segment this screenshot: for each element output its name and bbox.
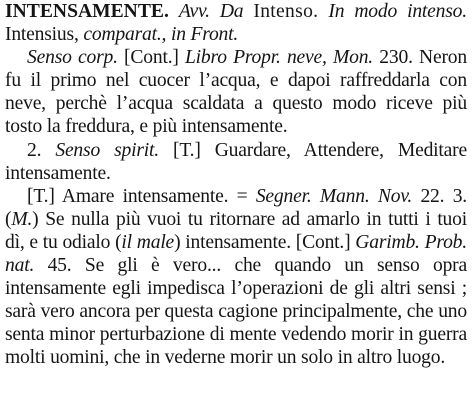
headword: INTENSAMENTE. <box>5 1 169 22</box>
sense-label: Senso spirit. <box>55 139 159 161</box>
sense-intro: [T.] Amare intensamente. = <box>27 185 256 207</box>
entry-paragraph-4 <box>5 185 467 370</box>
derivation-label: Da <box>219 1 244 22</box>
entry-paragraph-3 <box>5 139 467 185</box>
sense-number: 2. <box>27 139 42 161</box>
citation-text: 230. Neron fu il primo nel cuocer l’acqua, e dapoi raffreddarla con neve, perchè l’acqua scaldata a questo modo riceve più tosto la freddura, e più intensamente. <box>5 47 467 138</box>
citation-source: Garimb. Prob. nat. <box>5 231 467 277</box>
latin-note: comparat., in Front. <box>83 24 239 46</box>
sense-label: Senso corp. <box>27 47 118 69</box>
citation-tag: [Cont.] <box>117 47 185 69</box>
citation-source: Libro Propr. neve, Mon. <box>184 47 374 69</box>
citation-text: ) intensamente. [Cont.] <box>174 231 356 253</box>
citation-marker: M. <box>11 208 33 230</box>
citation-text: ) Se nulla più vuoi tu ritornare ad amarlo in tutti i tuoi dì, e tu odialo ( <box>5 208 467 253</box>
entry-paragraph-1 <box>5 0 467 46</box>
gloss: il male <box>121 231 175 253</box>
part-of-speech: Avv. <box>178 1 210 22</box>
dictionary-entry <box>5 0 467 370</box>
citation-source: Segner. Mann. Nov. <box>255 185 413 207</box>
citation-reference: 22. 3. ( <box>5 185 467 230</box>
sense-text: [T.] Guardare, Attendere, Meditare intensamente. <box>5 139 467 184</box>
entry-paragraph-2 <box>5 46 467 138</box>
definition: In modo intenso. <box>328 1 467 22</box>
derivation-base: Intenso. <box>253 1 319 22</box>
latin-equivalent: Intensius, <box>5 24 84 46</box>
citation-text: 45. Se gli è vero... che quando un senso opra intensamente egli impedisca l’operazioni de gli altri sensi ; sarà vero ancora per questa cagione principalmente, che uno senta minor perturbazione di mente vedendo morir in guerra molti uomini, che in vederne morir un solo in altro luogo. <box>5 255 467 369</box>
